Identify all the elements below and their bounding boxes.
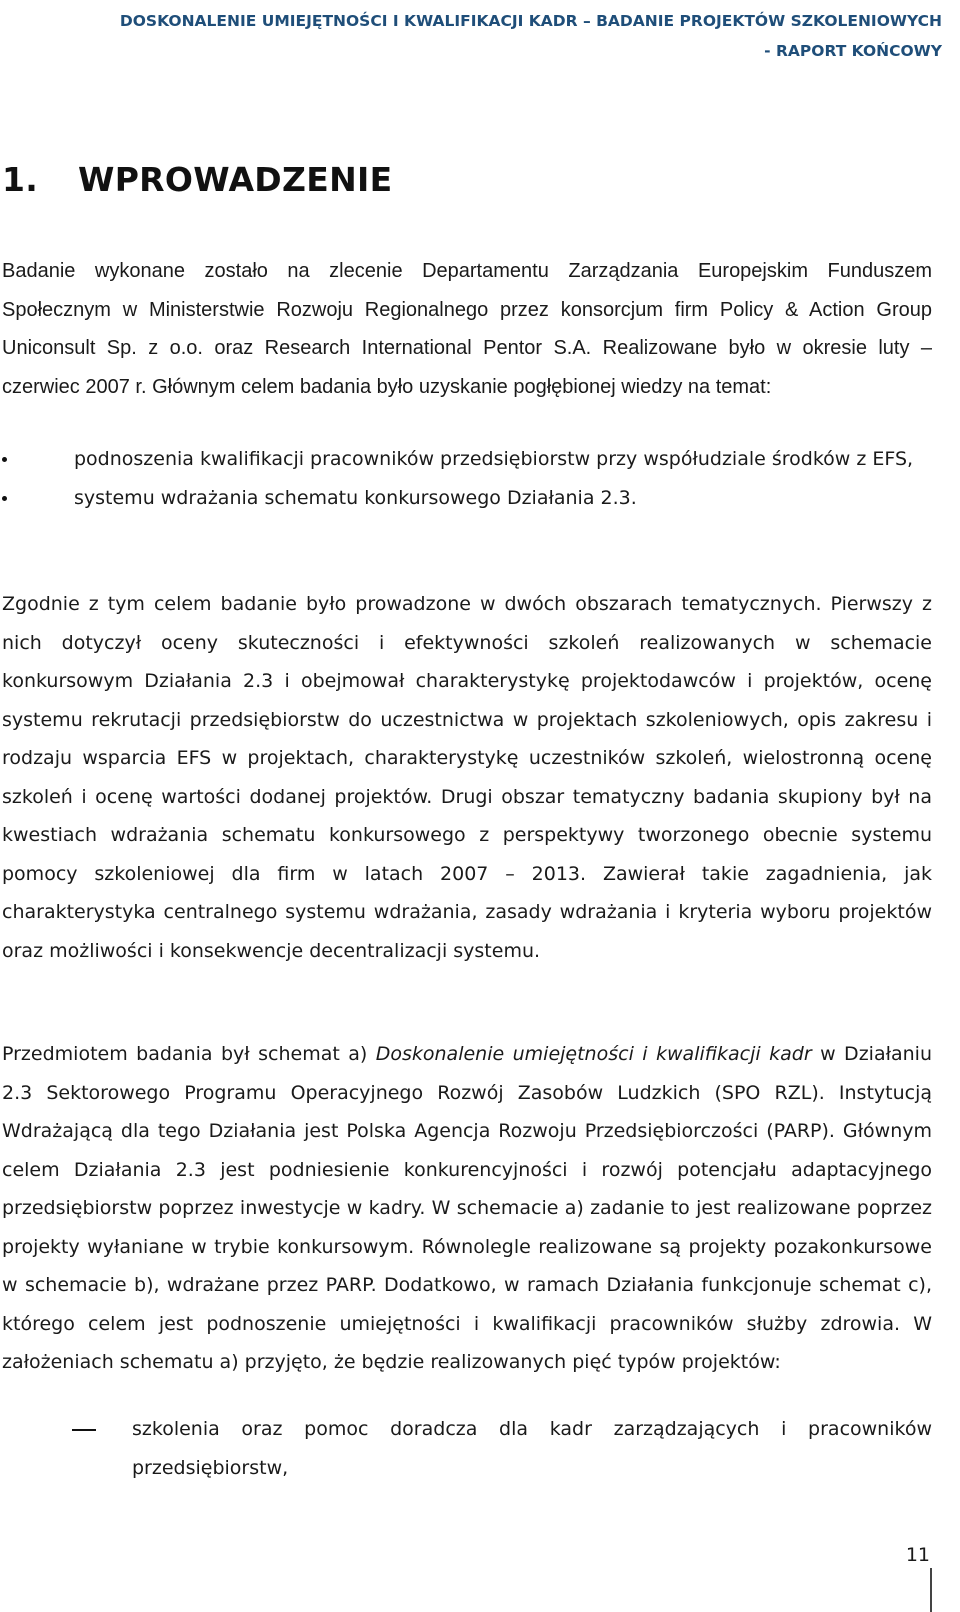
bullet-item (0, 440, 932, 479)
page-number: 11 (905, 1544, 930, 1566)
subject-text-start: Przedmiotem badania był schemat a) (2, 1043, 376, 1065)
bullet-text: systemu wdrażania schematu konkursowego Działania 2.3. (74, 486, 637, 509)
subject-text-rest: w Działaniu 2.3 Sektorowego Programu Operacyjnego Rozwój Zasobów Ludzkich (SPO RZL). Instytucją Wdrażającą dla tego Działania jest Polska Agencja Rozwoju Przedsiębiorczości (PARP). Głównym celem Działania 2.3 jest podniesienie konkurencyjności i rozwój potencjału adaptacyjnego przedsiębiorstw poprzez inwestycje w kadry. W schemacie a) zadanie to jest realizowane poprzez projekty wyłaniane w trybie konkursowym. Równolegle realizowane są projekty pozakonkursowe w schemacie b), wdrażane przez PARP. Dodatkowo, w ramach Działania funkcjonuje schemat c), którego celem jest podnoszenie umiejętności i kwalifikacji pracowników służby zdrowia. W założeniach schematu a) przyjęto, że będzie realizowanych pięć typów projektów: (2, 1043, 932, 1373)
dash-item-text: szkolenia oraz pomoc doradcza dla kadr zarządzających i pracowników przedsiębiorstw, (132, 1418, 932, 1479)
section-number: 1. (2, 160, 39, 199)
footer-rule (930, 1568, 932, 1612)
bullet-item (0, 479, 932, 518)
dash-icon (72, 1429, 96, 1431)
bullet-text: podnoszenia kwalifikacji pracowników przedsiębiorstw przy współudziale środków z EFS, (74, 448, 914, 470)
intro-paragraph: Badanie wykonane zostało na zlecenie Departamentu Zarządzania Europejskim Funduszem Społecznym w Ministerstwie Rozwoju Regionalnego przez konsorcjum firm Policy & Action Group Uniconsult Sp. z o.o. oraz Research International Pentor S.A. Realizowane było w okresie luty – czerwiec 2007 r. Głównym celem badania było uzyskanie pogłębionej wiedzy na temat: (2, 260, 932, 398)
scheme-name-italic: Doskonalenie umiejętności i kwalifikacji kadr (375, 1043, 812, 1065)
section-title: WPROWADZENIE (78, 160, 393, 199)
dash-item (0, 1410, 932, 1487)
subject-paragraph (2, 1035, 932, 1382)
bullet-icon (2, 496, 7, 501)
header-line-2: - RAPORT KOŃCOWY (764, 42, 942, 60)
header-line-1: DOSKONALENIE UMIEJĘTNOŚCI I KWALIFIKACJI KADR – BADANIE PROJEKTÓW SZKOLENIOWYCH (119, 12, 942, 30)
topic-bullet-list (0, 440, 932, 517)
thematic-areas-paragraph: Zgodnie z tym celem badanie było prowadzone w dwóch obszarach tematycznych. Pierwszy z nich dotyczył oceny skuteczności i efektywności szkoleń realizowanych w schemacie konkursowym Działania 2.3 i obejmował charakterystykę projektodawców i projektów, ocenę systemu rekrutacji przedsiębiorstw do uczestnictwa w projektach szkoleniowych, opis zakresu i rodzaju wsparcia EFS w projektach, charakterystykę uczestników szkoleń, wielostronną ocenę szkoleń i ocenę wartości dodanej projektów. Drugi obszar tematyczny badania skupiony był na kwestiach wdrażania schematu konkursowego z perspektywy tworzonego obecnie systemu pomocy szkoleniowej dla firm w latach 2007 – 2013. Zawierał takie zagadnienia, jak charakterystyka centralnego systemu wdrażania, zasady wdrażania i kryteria wyboru projektów oraz możliwości i konsekwencje decentralizacji systemu. (2, 593, 932, 962)
bullet-icon (2, 457, 7, 462)
running-header (12, 6, 942, 66)
section-heading (2, 160, 392, 199)
project-type-list (0, 1410, 932, 1487)
